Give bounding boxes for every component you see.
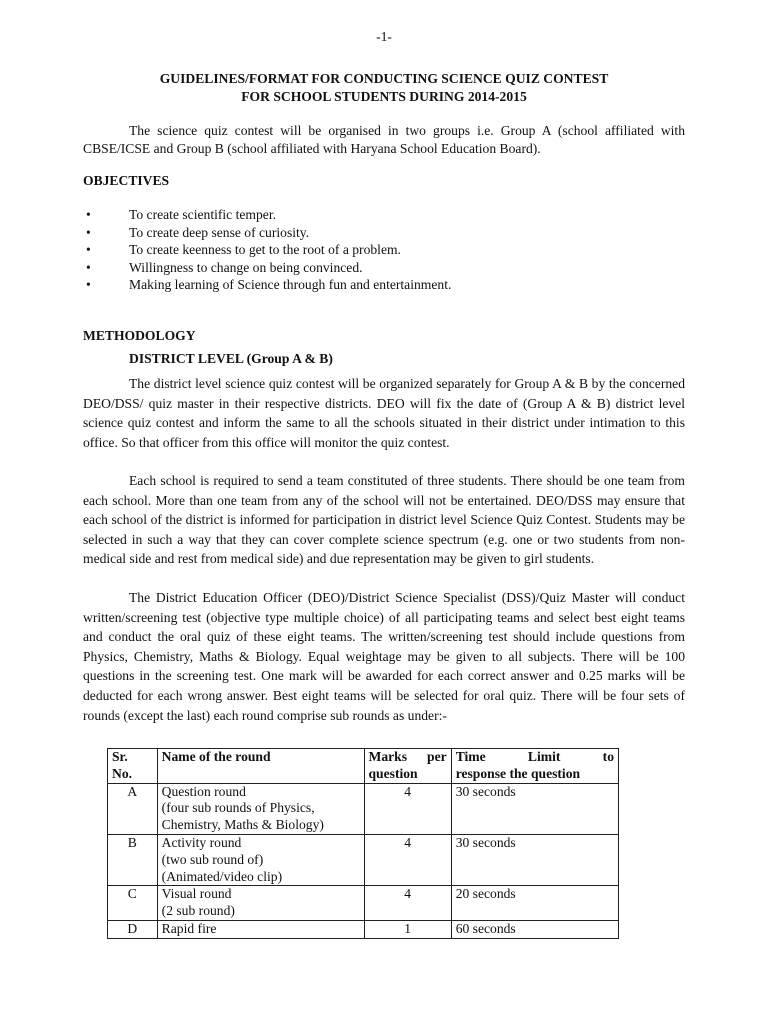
intro-paragraph: The science quiz contest will be organised in two groups i.e. Group A (school affiliated with CBSE/ICSE and Group B (school affiliated with Haryana School Education Board). <box>83 123 685 156</box>
table-row <box>108 920 619 938</box>
table-row <box>108 834 619 885</box>
cell-round-name: Activity round (two sub round of) (Animated/video clip) <box>157 834 364 885</box>
district-level-heading: DISTRICT LEVEL (Group A & B) <box>129 351 333 366</box>
cell-time: 30 seconds <box>451 834 618 885</box>
table-row <box>108 886 619 921</box>
cell-marks: 4 <box>364 834 451 885</box>
page-number: -1- <box>376 29 392 44</box>
bullet-icon: • <box>86 242 91 258</box>
cell-marks: 1 <box>364 920 451 938</box>
methodology-paragraph-2: Each school is required to send a team constituted of three students. There should be one team from each school. More than one team from any of the school will not be entertained. DEO/DSS may ensure that each school of the district is informed for participation in district level Science Quiz Contest. Students may be selected in such a way that they can cover complete science spectrum (e.g. one or two students from non-medical side and rest from medical side) and due representation may be given to girl students. <box>83 473 685 567</box>
cell-marks: 4 <box>364 886 451 921</box>
objectives-heading: OBJECTIVES <box>83 173 170 188</box>
cell-time: 20 seconds <box>451 886 618 921</box>
list-item: • Making learning of Science through fun and entertainment. <box>86 277 452 293</box>
cell-time: 60 seconds <box>451 920 618 938</box>
table-header-row <box>108 749 619 784</box>
cell-sr: B <box>108 834 158 885</box>
objectives-list <box>83 206 685 294</box>
cell-marks: 4 <box>364 783 451 834</box>
cell-round-name: Question round (four sub rounds of Physics, Chemistry, Maths & Biology) <box>157 783 364 834</box>
methodology-heading: METHODOLOGY <box>83 328 196 343</box>
table-row <box>108 783 619 834</box>
cell-round-name: Visual round (2 sub round) <box>157 886 364 921</box>
list-item: • Willingness to change on being convinced. <box>86 259 363 275</box>
list-item: • To create scientific temper. <box>86 207 276 222</box>
cell-round-name: Rapid fire <box>157 920 364 938</box>
bullet-icon: • <box>86 224 91 240</box>
header-time-limit: Time Limit to response the question <box>451 749 618 784</box>
bullet-icon: • <box>86 207 91 222</box>
list-item: • To create keenness to get to the root of a problem. <box>86 242 401 258</box>
cell-time: 30 seconds <box>451 783 618 834</box>
header-round-name: Name of the round <box>157 749 364 784</box>
bullet-icon: • <box>86 277 91 293</box>
list-item: • To create deep sense of curiosity. <box>86 224 310 240</box>
rounds-table <box>107 748 619 939</box>
cell-sr: C <box>108 886 158 921</box>
document-title-line-2: FOR SCHOOL STUDENTS DURING 2014-2015 <box>241 89 527 104</box>
document-title-line-1: GUIDELINES/FORMAT FOR CONDUCTING SCIENCE QUIZ CONTEST <box>159 71 609 86</box>
cell-sr: A <box>108 783 158 834</box>
cell-sr: D <box>108 920 158 938</box>
header-sr-no: Sr. No. <box>108 749 158 784</box>
bullet-icon: • <box>86 259 91 275</box>
methodology-paragraph-1: The district level science quiz contest will be organized separately for Group A & B by the concerned DEO/DSS/ quiz master in their respective districts. DEO will fix the date of (Group A & B) district level science quiz contest and inform the same to all the schools situated in their district under intimation to this office. So that officer from this office will monitor the quiz contest. <box>83 376 685 450</box>
header-marks: Marks per question <box>364 749 451 784</box>
methodology-paragraph-3: The District Education Officer (DEO)/District Science Specialist (DSS)/Quiz Master will conduct written/screening test (objective type multiple choice) of all participating teams and select best eight teams and conduct the oral quiz of these eight teams. The written/screening test should include questions from Physics, Chemistry, Maths & Biology. Equal weightage may be given to all subjects. There will be 100 questions in the screening test. One mark will be awarded for each correct answer and 0.25 marks will be deducted for each wrong answer. Best eight teams will be selected for oral quiz. There will be four sets of rounds (except the last) each round comprise sub rounds as under:- <box>83 590 685 723</box>
